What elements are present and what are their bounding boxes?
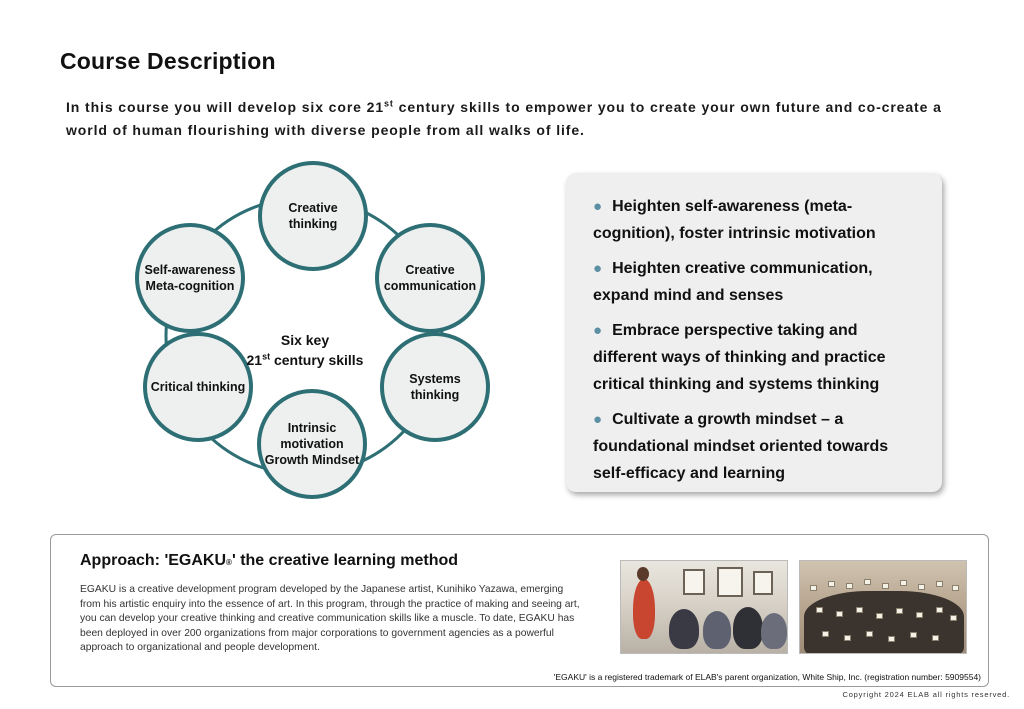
skill-node-label: Creative thinking (288, 201, 338, 231)
center-line-1: Six key (280, 332, 330, 348)
bullet-dot-icon: ● (593, 198, 603, 215)
bullet-item: ● Cultivate a growth mindset – a foundational mindset oriented towards self-efficacy and learning (593, 411, 889, 482)
diagram-center-label (220, 330, 390, 370)
node-creative-communication (375, 223, 485, 333)
copyright-text: Copyright 2024 ELAB all rights reserved. (842, 690, 1010, 699)
node-creative-thinking (258, 161, 368, 271)
skill-node-label: Intrinsic motivation Growth Mindset (264, 421, 360, 467)
bullet-dot-icon: ● (593, 411, 603, 428)
page-title: Course Description (60, 48, 276, 74)
skills-diagram (130, 160, 490, 505)
center-line-2: 21st century skills (246, 351, 364, 368)
bullet-item: ● Heighten self-awareness (meta-cognition), foster intrinsic motivation (593, 198, 876, 242)
intro-paragraph: In this course you will develop six core 21st century skills to empower you to create your own future and co-create a world of human flourishing with diverse people from all walks of life. (66, 98, 942, 138)
approach-title: Approach: 'EGAKU®' the creative learning method (80, 552, 459, 569)
group-photo (799, 560, 967, 654)
benefits-panel (566, 173, 942, 492)
node-intrinsic-motivation (257, 389, 367, 499)
node-self-awareness (135, 223, 245, 333)
trademark-note: 'EGAKU' is a registered trademark of ELAB's parent organization, White Ship, Inc. (registration number: 5909554) (553, 672, 981, 682)
bullet-dot-icon: ● (593, 260, 603, 277)
bullet-item: ● Heighten creative communication, expand mind and senses (593, 260, 873, 304)
skill-node-label: Creative communication (383, 263, 477, 293)
approach-box (50, 534, 989, 687)
approach-description: EGAKU is a creative development program developed by the Japanese artist, Kunihiko Yazawa, emerging from his artistic enquiry into the essence of art. In this program, through the practice of making and seeing art, you can develop your creative thinking and creative communication skills like a muscle. To date, EGAKU has been deployed in over 200 organizations from major corporations to government agencies as a powerful approach to organizational and people development. (80, 584, 580, 654)
bullet-item: ● Embrace perspective taking and different ways of thinking and practice critical thinking and systems thinking (593, 322, 886, 393)
skill-node-label: Systems thinking (409, 372, 461, 402)
node-systems-thinking (380, 332, 490, 442)
skill-node-label: Critical thinking (150, 380, 246, 394)
bullet-dot-icon: ● (593, 322, 603, 339)
workshop-photo (620, 560, 788, 654)
skill-node-label: Self-awareness Meta-cognition (144, 263, 236, 293)
